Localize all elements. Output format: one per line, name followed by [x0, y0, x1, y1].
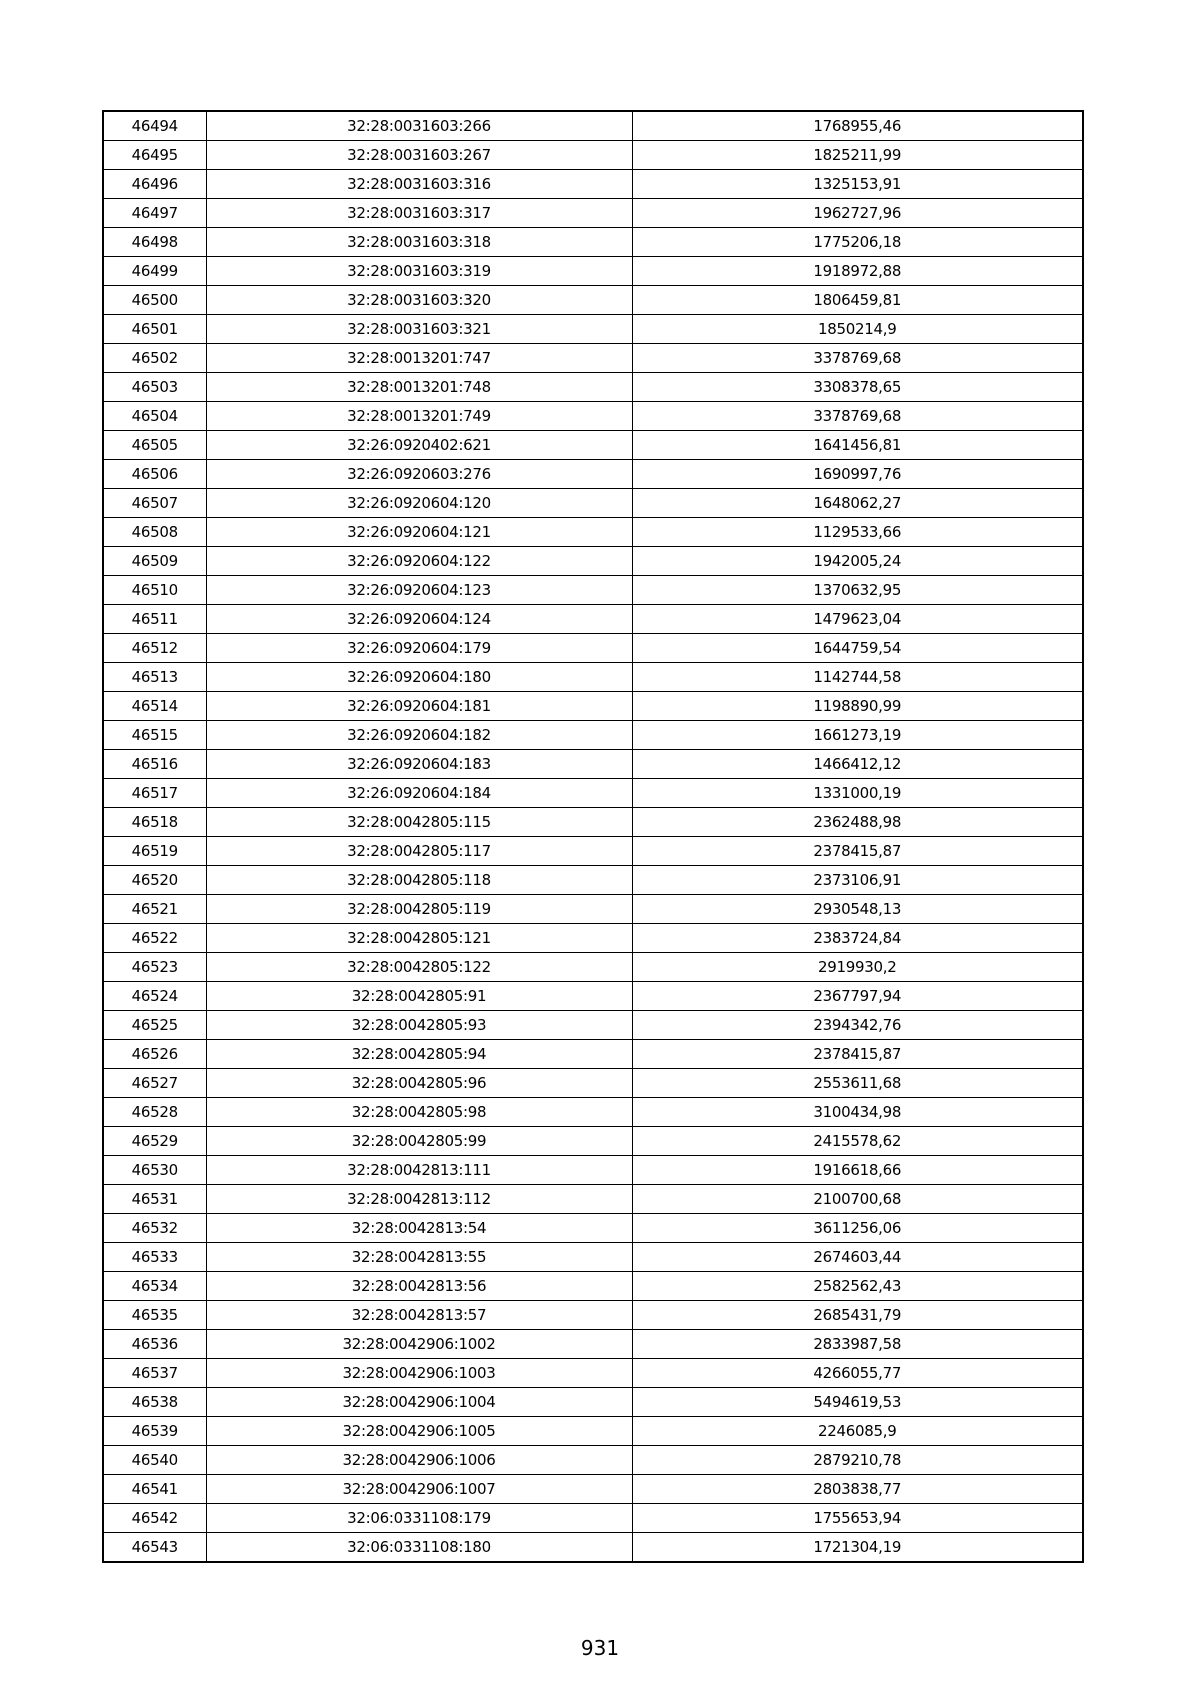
table-row — [103, 1214, 1083, 1243]
cadastral-number-cell: 32:26:0920604:124 — [206, 605, 632, 634]
table-body — [103, 111, 1083, 1562]
table-row — [103, 402, 1083, 431]
table-row — [103, 1185, 1083, 1214]
cadastral-value-cell: 3100434,98 — [632, 1098, 1083, 1127]
cadastral-value-cell: 4266055,77 — [632, 1359, 1083, 1388]
row-number-cell: 46534 — [103, 1272, 206, 1301]
table-row — [103, 721, 1083, 750]
table-row — [103, 1359, 1083, 1388]
cadastral-value-cell: 3378769,68 — [632, 344, 1083, 373]
cadastral-number-cell: 32:26:0920604:184 — [206, 779, 632, 808]
cadastral-number-cell: 32:26:0920604:182 — [206, 721, 632, 750]
row-number-cell: 46510 — [103, 576, 206, 605]
table-row — [103, 576, 1083, 605]
table-row — [103, 779, 1083, 808]
table-row — [103, 1388, 1083, 1417]
table-row — [103, 344, 1083, 373]
cadastral-number-cell: 32:26:0920604:122 — [206, 547, 632, 576]
cadastral-value-cell: 2803838,77 — [632, 1475, 1083, 1504]
cadastral-number-cell: 32:28:0042805:96 — [206, 1069, 632, 1098]
row-number-cell: 46511 — [103, 605, 206, 634]
cadastral-value-cell: 1648062,27 — [632, 489, 1083, 518]
table-row — [103, 170, 1083, 199]
cadastral-value-cell: 2367797,94 — [632, 982, 1083, 1011]
table-row — [103, 460, 1083, 489]
cadastral-number-cell: 32:28:0042805:99 — [206, 1127, 632, 1156]
table-row — [103, 837, 1083, 866]
row-number-cell: 46504 — [103, 402, 206, 431]
cadastral-value-cell: 1755653,94 — [632, 1504, 1083, 1533]
table-row — [103, 692, 1083, 721]
row-number-cell: 46495 — [103, 141, 206, 170]
table-row — [103, 547, 1083, 576]
cadastral-value-cell: 2362488,98 — [632, 808, 1083, 837]
row-number-cell: 46508 — [103, 518, 206, 547]
cadastral-value-cell: 3308378,65 — [632, 373, 1083, 402]
cadastral-number-cell: 32:28:0042906:1004 — [206, 1388, 632, 1417]
row-number-cell: 46517 — [103, 779, 206, 808]
table-row — [103, 1533, 1083, 1563]
table-row — [103, 1040, 1083, 1069]
table-row — [103, 373, 1083, 402]
cadastral-number-cell: 32:28:0013201:749 — [206, 402, 632, 431]
row-number-cell: 46528 — [103, 1098, 206, 1127]
row-number-cell: 46533 — [103, 1243, 206, 1272]
table-row — [103, 1475, 1083, 1504]
row-number-cell: 46501 — [103, 315, 206, 344]
row-number-cell: 46536 — [103, 1330, 206, 1359]
row-number-cell: 46529 — [103, 1127, 206, 1156]
table-row — [103, 489, 1083, 518]
table-row — [103, 982, 1083, 1011]
cadastral-value-cell: 1641456,81 — [632, 431, 1083, 460]
cadastral-number-cell: 32:28:0042813:112 — [206, 1185, 632, 1214]
cadastral-number-cell: 32:28:0042906:1003 — [206, 1359, 632, 1388]
cadastral-value-cell: 1825211,99 — [632, 141, 1083, 170]
cadastral-number-cell: 32:06:0331108:180 — [206, 1533, 632, 1563]
row-number-cell: 46519 — [103, 837, 206, 866]
cadastral-value-cell: 1644759,54 — [632, 634, 1083, 663]
cadastral-value-cell: 1661273,19 — [632, 721, 1083, 750]
cadastral-number-cell: 32:28:0013201:747 — [206, 344, 632, 373]
cadastral-number-cell: 32:06:0331108:179 — [206, 1504, 632, 1533]
row-number-cell: 46499 — [103, 257, 206, 286]
cadastral-value-cell: 2383724,84 — [632, 924, 1083, 953]
row-number-cell: 46514 — [103, 692, 206, 721]
cadastral-number-cell: 32:28:0031603:318 — [206, 228, 632, 257]
cadastral-number-cell: 32:28:0042805:119 — [206, 895, 632, 924]
cadastral-number-cell: 32:28:0031603:267 — [206, 141, 632, 170]
table-row — [103, 866, 1083, 895]
row-number-cell: 46516 — [103, 750, 206, 779]
row-number-cell: 46532 — [103, 1214, 206, 1243]
cadastral-value-cell: 1466412,12 — [632, 750, 1083, 779]
cadastral-value-cell: 1325153,91 — [632, 170, 1083, 199]
table-row — [103, 1417, 1083, 1446]
cadastral-value-cell: 2833987,58 — [632, 1330, 1083, 1359]
table-row — [103, 634, 1083, 663]
cadastral-number-cell: 32:28:0042813:57 — [206, 1301, 632, 1330]
cadastral-number-cell: 32:26:0920604:120 — [206, 489, 632, 518]
table-row — [103, 1504, 1083, 1533]
cadastral-number-cell: 32:26:0920604:121 — [206, 518, 632, 547]
table-row — [103, 228, 1083, 257]
cadastral-value-table — [102, 110, 1084, 1563]
table-row — [103, 895, 1083, 924]
row-number-cell: 46527 — [103, 1069, 206, 1098]
cadastral-number-cell: 32:28:0042813:111 — [206, 1156, 632, 1185]
row-number-cell: 46526 — [103, 1040, 206, 1069]
table-row — [103, 1011, 1083, 1040]
cadastral-number-cell: 32:26:0920603:276 — [206, 460, 632, 489]
cadastral-value-cell: 2100700,68 — [632, 1185, 1083, 1214]
cadastral-value-cell: 3611256,06 — [632, 1214, 1083, 1243]
row-number-cell: 46542 — [103, 1504, 206, 1533]
cadastral-number-cell: 32:26:0920402:621 — [206, 431, 632, 460]
row-number-cell: 46538 — [103, 1388, 206, 1417]
table-row — [103, 286, 1083, 315]
row-number-cell: 46530 — [103, 1156, 206, 1185]
row-number-cell: 46535 — [103, 1301, 206, 1330]
cadastral-value-cell: 2378415,87 — [632, 1040, 1083, 1069]
table-row — [103, 1243, 1083, 1272]
row-number-cell: 46523 — [103, 953, 206, 982]
cadastral-number-cell: 32:28:0042805:121 — [206, 924, 632, 953]
cadastral-value-cell: 2919930,2 — [632, 953, 1083, 982]
table-row — [103, 1127, 1083, 1156]
cadastral-number-cell: 32:28:0042813:54 — [206, 1214, 632, 1243]
cadastral-number-cell: 32:28:0031603:316 — [206, 170, 632, 199]
table-row — [103, 1272, 1083, 1301]
row-number-cell: 46503 — [103, 373, 206, 402]
row-number-cell: 46500 — [103, 286, 206, 315]
row-number-cell: 46497 — [103, 199, 206, 228]
cadastral-number-cell: 32:28:0031603:266 — [206, 111, 632, 141]
row-number-cell: 46522 — [103, 924, 206, 953]
row-number-cell: 46505 — [103, 431, 206, 460]
row-number-cell: 46506 — [103, 460, 206, 489]
row-number-cell: 46513 — [103, 663, 206, 692]
cadastral-value-cell: 2674603,44 — [632, 1243, 1083, 1272]
cadastral-number-cell: 32:28:0042805:98 — [206, 1098, 632, 1127]
row-number-cell: 46515 — [103, 721, 206, 750]
cadastral-number-cell: 32:28:0042906:1006 — [206, 1446, 632, 1475]
cadastral-number-cell: 32:28:0042805:93 — [206, 1011, 632, 1040]
cadastral-value-cell: 1850214,9 — [632, 315, 1083, 344]
row-number-cell: 46543 — [103, 1533, 206, 1563]
cadastral-value-cell: 1370632,95 — [632, 576, 1083, 605]
cadastral-value-cell: 1962727,96 — [632, 199, 1083, 228]
table-row — [103, 111, 1083, 141]
page-number: 931 — [580, 1636, 620, 1660]
cadastral-number-cell: 32:28:0031603:320 — [206, 286, 632, 315]
cadastral-value-cell: 1142744,58 — [632, 663, 1083, 692]
table-row — [103, 199, 1083, 228]
cadastral-value-cell: 1768955,46 — [632, 111, 1083, 141]
cadastral-number-cell: 32:28:0013201:748 — [206, 373, 632, 402]
cadastral-number-cell: 32:28:0031603:319 — [206, 257, 632, 286]
cadastral-number-cell: 32:28:0042906:1007 — [206, 1475, 632, 1504]
cadastral-value-cell: 1331000,19 — [632, 779, 1083, 808]
row-number-cell: 46541 — [103, 1475, 206, 1504]
cadastral-number-cell: 32:28:0042805:94 — [206, 1040, 632, 1069]
table-row — [103, 141, 1083, 170]
cadastral-number-cell: 32:28:0042906:1005 — [206, 1417, 632, 1446]
cadastral-value-cell: 2378415,87 — [632, 837, 1083, 866]
cadastral-number-cell: 32:28:0042805:122 — [206, 953, 632, 982]
table-row — [103, 1301, 1083, 1330]
cadastral-number-cell: 32:28:0031603:321 — [206, 315, 632, 344]
cadastral-value-cell: 1721304,19 — [632, 1533, 1083, 1563]
table-row — [103, 518, 1083, 547]
row-number-cell: 46540 — [103, 1446, 206, 1475]
cadastral-value-cell: 1918972,88 — [632, 257, 1083, 286]
table-row — [103, 605, 1083, 634]
cadastral-number-cell: 32:28:0042805:117 — [206, 837, 632, 866]
cadastral-value-cell: 2930548,13 — [632, 895, 1083, 924]
cadastral-value-cell: 1916618,66 — [632, 1156, 1083, 1185]
row-number-cell: 46498 — [103, 228, 206, 257]
cadastral-value-cell: 3378769,68 — [632, 402, 1083, 431]
table-row — [103, 315, 1083, 344]
cadastral-number-cell: 32:28:0042805:115 — [206, 808, 632, 837]
cadastral-number-cell: 32:26:0920604:183 — [206, 750, 632, 779]
row-number-cell: 46496 — [103, 170, 206, 199]
cadastral-value-cell: 2246085,9 — [632, 1417, 1083, 1446]
row-number-cell: 46537 — [103, 1359, 206, 1388]
cadastral-value-cell: 2582562,43 — [632, 1272, 1083, 1301]
cadastral-value-cell: 1479623,04 — [632, 605, 1083, 634]
cadastral-value-cell: 5494619,53 — [632, 1388, 1083, 1417]
cadastral-value-cell: 2553611,68 — [632, 1069, 1083, 1098]
cadastral-value-cell: 1129533,66 — [632, 518, 1083, 547]
table-row — [103, 1069, 1083, 1098]
cadastral-number-cell: 32:28:0042813:55 — [206, 1243, 632, 1272]
cadastral-value-cell: 2394342,76 — [632, 1011, 1083, 1040]
cadastral-value-cell: 2879210,78 — [632, 1446, 1083, 1475]
row-number-cell: 46518 — [103, 808, 206, 837]
cadastral-number-cell: 32:26:0920604:180 — [206, 663, 632, 692]
table-row — [103, 924, 1083, 953]
table-row — [103, 1330, 1083, 1359]
row-number-cell: 46531 — [103, 1185, 206, 1214]
table-row — [103, 750, 1083, 779]
cadastral-value-cell: 2685431,79 — [632, 1301, 1083, 1330]
row-number-cell: 46509 — [103, 547, 206, 576]
row-number-cell: 46520 — [103, 866, 206, 895]
cadastral-number-cell: 32:28:0042813:56 — [206, 1272, 632, 1301]
table-row — [103, 663, 1083, 692]
cadastral-value-cell: 1942005,24 — [632, 547, 1083, 576]
table-row — [103, 431, 1083, 460]
row-number-cell: 46494 — [103, 111, 206, 141]
cadastral-number-cell: 32:28:0042906:1002 — [206, 1330, 632, 1359]
cadastral-value-cell: 1198890,99 — [632, 692, 1083, 721]
row-number-cell: 46525 — [103, 1011, 206, 1040]
table-row — [103, 953, 1083, 982]
cadastral-number-cell: 32:28:0042805:91 — [206, 982, 632, 1011]
table-row — [103, 1098, 1083, 1127]
table-row — [103, 1156, 1083, 1185]
cadastral-number-cell: 32:26:0920604:123 — [206, 576, 632, 605]
cadastral-number-cell: 32:26:0920604:179 — [206, 634, 632, 663]
row-number-cell: 46539 — [103, 1417, 206, 1446]
cadastral-value-cell: 1690997,76 — [632, 460, 1083, 489]
table-row — [103, 808, 1083, 837]
cadastral-value-cell: 2373106,91 — [632, 866, 1083, 895]
table-row — [103, 257, 1083, 286]
cadastral-number-cell: 32:28:0031603:317 — [206, 199, 632, 228]
table-row — [103, 1446, 1083, 1475]
cadastral-value-cell: 1806459,81 — [632, 286, 1083, 315]
row-number-cell: 46524 — [103, 982, 206, 1011]
cadastral-value-cell: 2415578,62 — [632, 1127, 1083, 1156]
row-number-cell: 46502 — [103, 344, 206, 373]
cadastral-number-cell: 32:28:0042805:118 — [206, 866, 632, 895]
row-number-cell: 46512 — [103, 634, 206, 663]
cadastral-number-cell: 32:26:0920604:181 — [206, 692, 632, 721]
cadastral-value-cell: 1775206,18 — [632, 228, 1083, 257]
row-number-cell: 46507 — [103, 489, 206, 518]
row-number-cell: 46521 — [103, 895, 206, 924]
